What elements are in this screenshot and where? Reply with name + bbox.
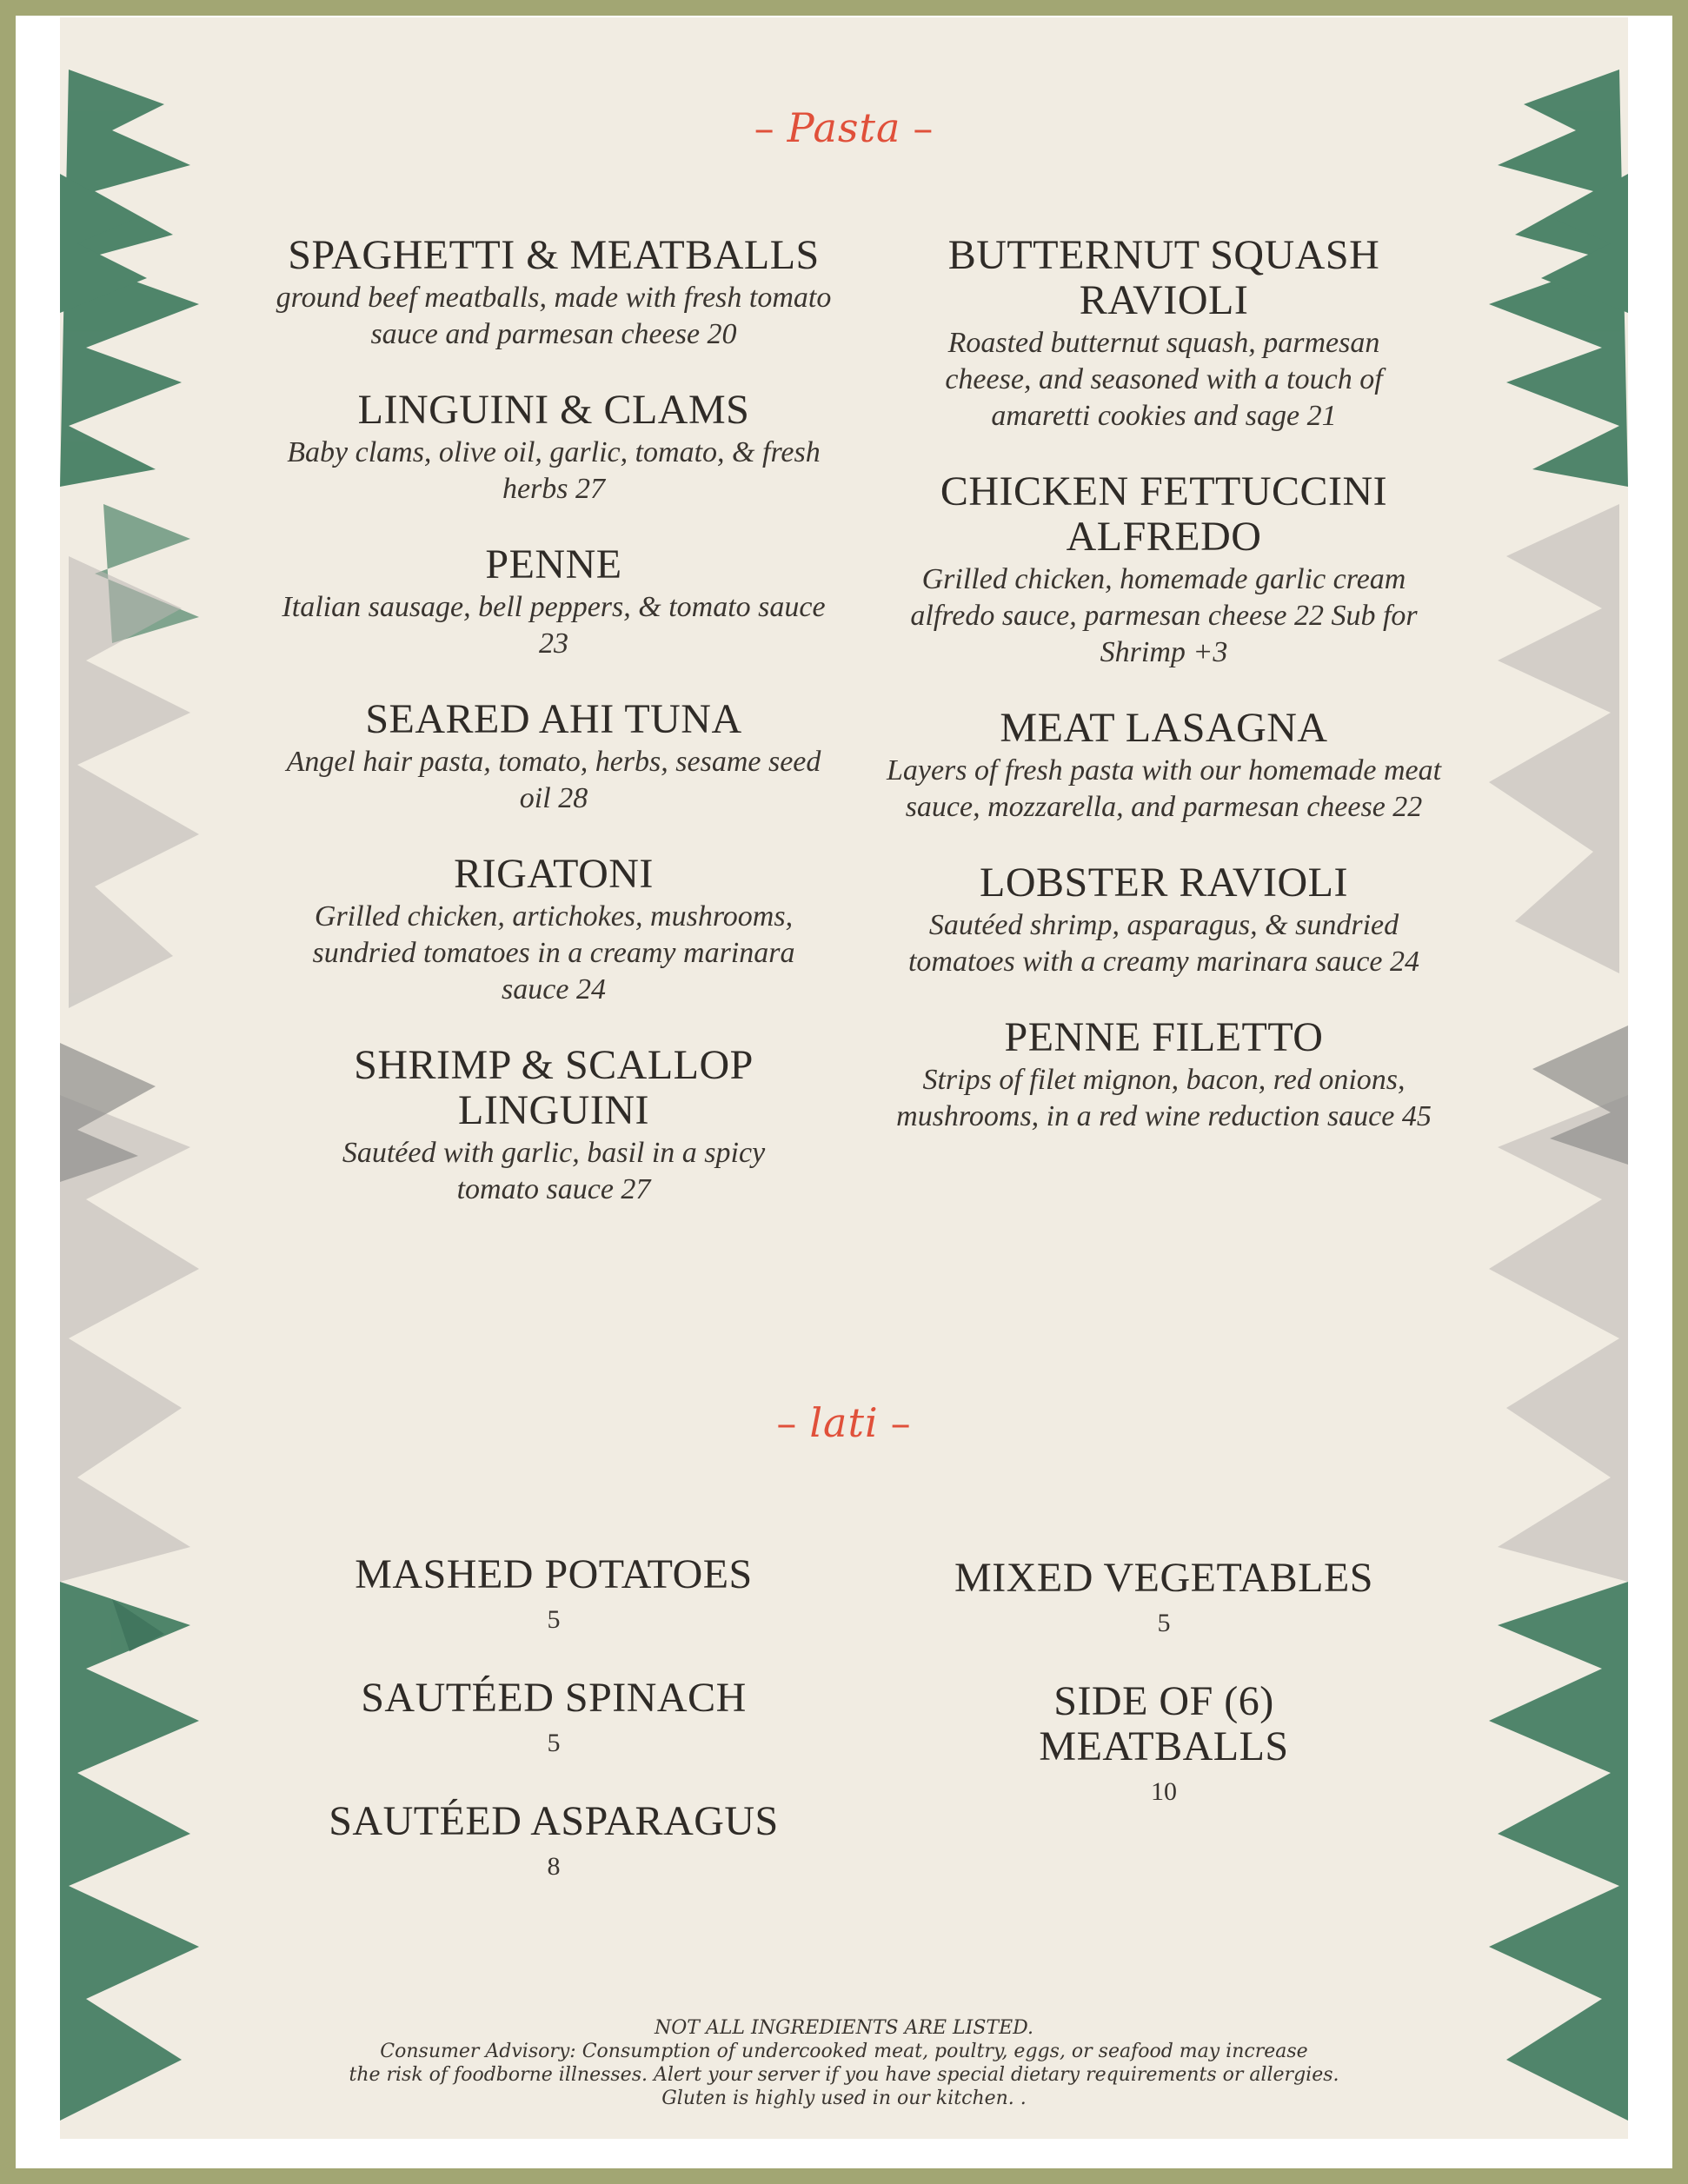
dish-name: LINGUINI & CLAMS bbox=[357, 387, 750, 433]
footer-line: NOT ALL INGREDIENTS ARE LISTED. bbox=[654, 2017, 1034, 2039]
title-dash-right: – bbox=[913, 104, 934, 151]
dish-description: Roasted butternut squash, parmesan cheese, and seasoned with a touch of amaretti cookies and sage 21 bbox=[945, 327, 1383, 432]
footer-line: Consumer Advisory: Consumption of undercooked meat, poultry, eggs, or seafood may increase bbox=[380, 2041, 1308, 2062]
footer-line: the risk of foodborne illnesses. Alert your server if you have special dietary requirements or allergies. bbox=[349, 2064, 1339, 2086]
dish-name: RIGATONI bbox=[454, 851, 654, 897]
pasta-section-title bbox=[60, 104, 1628, 151]
dish-name: SHRIMP & SCALLOP LINGUINI bbox=[354, 1042, 754, 1133]
dish-name: SEARED AHI TUNA bbox=[365, 696, 742, 742]
dish-name: PENNE bbox=[485, 541, 622, 587]
menu-item bbox=[258, 233, 849, 353]
sides-right-column bbox=[868, 1556, 1459, 1848]
side-name: SAUTÉED SPINACH bbox=[361, 1675, 747, 1721]
menu-page bbox=[16, 16, 1672, 2168]
sides-title-text: lati bbox=[809, 1399, 879, 1446]
menu-item bbox=[868, 860, 1459, 980]
right-foliage-illustration bbox=[1480, 17, 1628, 2139]
side-price: 5 bbox=[547, 1605, 561, 1634]
side-name: MIXED VEGETABLES bbox=[954, 1555, 1373, 1601]
menu-item bbox=[868, 1015, 1459, 1135]
dish-description: Sautéed shrimp, asparagus, & sundried tomatoes with a creamy marinara sauce 24 bbox=[907, 909, 1419, 978]
side-price: 10 bbox=[1151, 1777, 1177, 1806]
dish-name: MEAT LASAGNA bbox=[1000, 705, 1328, 751]
side-price: 5 bbox=[1157, 1609, 1171, 1637]
side-item bbox=[258, 1552, 849, 1637]
sides-section-title bbox=[60, 1399, 1628, 1446]
menu-item bbox=[868, 706, 1459, 826]
left-foliage-illustration bbox=[60, 17, 208, 2139]
dish-name: PENNE FILETTO bbox=[1004, 1014, 1324, 1060]
menu-item bbox=[258, 542, 849, 662]
footer-line: Gluten is highly used in our kitchen. . bbox=[661, 2088, 1027, 2109]
dish-name: SPAGHETTI & MEATBALLS bbox=[288, 232, 820, 278]
side-price: 8 bbox=[547, 1852, 561, 1881]
dish-description: Grilled chicken, artichokes, mushrooms, sundried tomatoes in a creamy marinara sauce 24 bbox=[312, 900, 795, 1006]
dish-name: LOBSTER RAVIOLI bbox=[980, 860, 1348, 906]
side-name: MASHED POTATOES bbox=[355, 1551, 753, 1597]
menu-item bbox=[258, 852, 849, 1008]
menu-paper bbox=[60, 17, 1628, 2139]
title-dash-right: – bbox=[890, 1399, 912, 1446]
pasta-right-column bbox=[868, 233, 1459, 1170]
side-item bbox=[868, 1679, 1459, 1809]
dish-description: Layers of fresh pasta with our homemade meat sauce, mozzarella, and parmesan cheese 22 bbox=[886, 754, 1442, 823]
dish-description: Strips of filet mignon, bacon, red onions, mushrooms, in a red wine reduction sauce 45 bbox=[896, 1064, 1432, 1132]
dish-description: Baby clams, olive oil, garlic, tomato, & fresh herbs 27 bbox=[287, 436, 821, 505]
menu-item bbox=[868, 233, 1459, 435]
consumer-advisory-footer bbox=[60, 2016, 1628, 2110]
side-price: 5 bbox=[547, 1729, 561, 1757]
side-item bbox=[258, 1799, 849, 1884]
dish-description: Angel hair pasta, tomato, herbs, sesame seed oil 28 bbox=[286, 746, 821, 814]
dish-name: BUTTERNUT SQUASH RAVIOLI bbox=[947, 232, 1380, 323]
pasta-left-column bbox=[258, 233, 849, 1243]
menu-item bbox=[258, 388, 849, 508]
dish-name: CHICKEN FETTUCCINI ALFREDO bbox=[940, 468, 1388, 560]
dish-description: Sautéed with garlic, basil in a spicy tomato sauce 27 bbox=[342, 1137, 766, 1205]
side-item bbox=[258, 1676, 849, 1761]
pasta-title-text: Pasta bbox=[787, 104, 901, 151]
side-item bbox=[868, 1556, 1459, 1641]
title-dash-left: – bbox=[776, 1399, 798, 1446]
side-name: SIDE OF (6) MEATBALLS bbox=[1039, 1678, 1289, 1769]
menu-item bbox=[258, 697, 849, 817]
dish-description: Italian sausage, bell peppers, & tomato sauce 23 bbox=[282, 591, 826, 660]
dish-description: Grilled chicken, homemade garlic cream alfredo sauce, parmesan cheese 22 Sub for Shrimp +3 bbox=[910, 563, 1418, 668]
title-dash-left: – bbox=[754, 104, 775, 151]
dish-description: ground beef meatballs, made with fresh tomato sauce and parmesan cheese 20 bbox=[276, 282, 832, 350]
menu-item bbox=[868, 469, 1459, 671]
sides-left-column bbox=[258, 1552, 849, 1922]
menu-item bbox=[258, 1043, 849, 1208]
side-name: SAUTÉED ASPARAGUS bbox=[329, 1798, 779, 1844]
